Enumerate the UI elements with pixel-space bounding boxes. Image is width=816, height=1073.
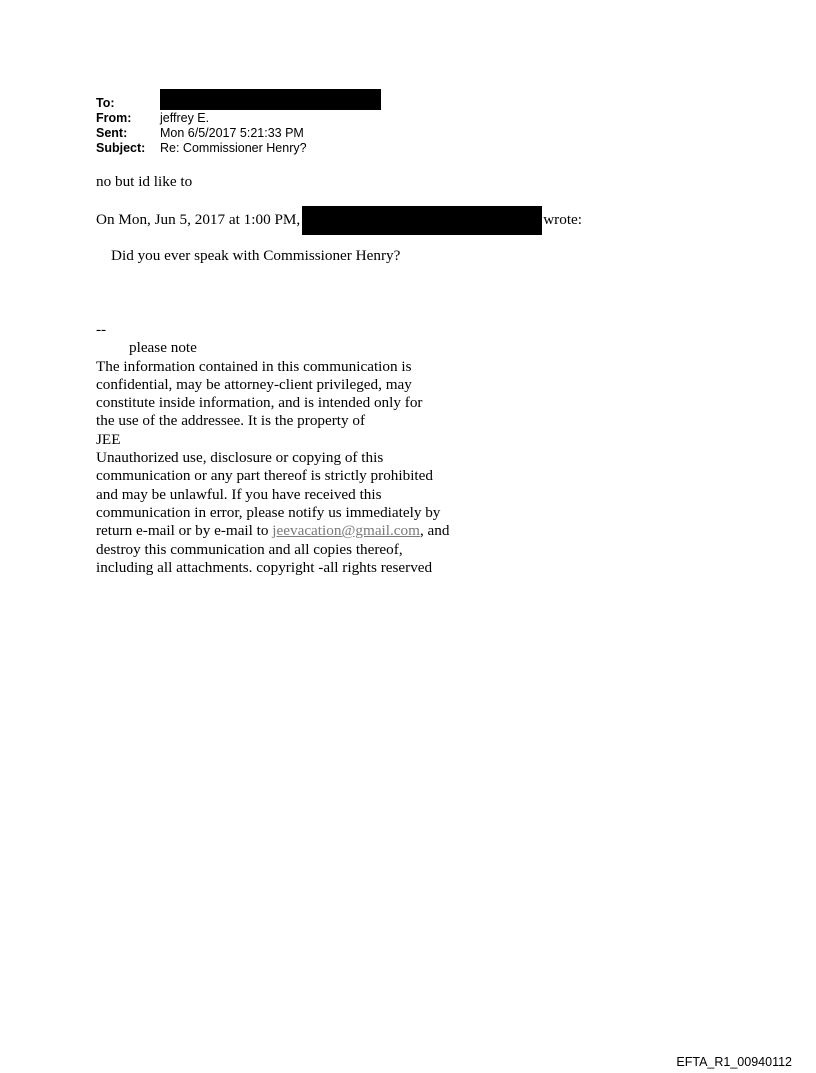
document-id: EFTA_R1_00940112 — [676, 1055, 792, 1069]
sent-row — [96, 126, 381, 141]
to-row — [96, 96, 381, 111]
disclaimer-line: The information contained in this communication is — [96, 357, 412, 375]
quote-intro-start: On Mon, Jun 5, 2017 at 1:00 PM, — [96, 211, 301, 229]
disclaimer-lines — [96, 358, 449, 523]
disclaimer-line: communication in error, please notify us immediately by — [96, 503, 441, 521]
reply-line: no but id like to — [96, 173, 193, 190]
quote-intro — [96, 206, 582, 235]
subject-value: Re: Commissioner Henry? — [160, 141, 307, 155]
disclaimer-email-line — [96, 522, 449, 540]
signature — [96, 321, 449, 577]
redaction-box — [160, 89, 381, 110]
to-label: To: — [96, 96, 115, 110]
disclaimer-line: Unauthorized use, disclosure or copying of this — [96, 449, 384, 467]
quoted-message-line: Did you ever speak with Commissioner Henry? — [111, 247, 401, 264]
subject-label: Subject: — [96, 141, 146, 155]
quote-intro-line — [96, 206, 582, 235]
disclaimer-line: constitute inside information, and is intended only for — [96, 394, 423, 412]
disclaimer-final-lines — [96, 541, 449, 578]
email-link[interactable]: jeevacation@gmail.com — [272, 522, 420, 540]
from-value: jeffrey E. — [160, 111, 210, 125]
email-header — [96, 96, 381, 156]
disclaimer-line: the use of the addressee. It is the property of — [96, 412, 366, 430]
quote-intro-end: wrote: — [543, 211, 583, 229]
sent-value: Mon 6/5/2017 5:21:33 PM — [160, 126, 304, 140]
from-label: From: — [96, 111, 132, 125]
quoted-message — [111, 247, 400, 265]
disclaimer-line: communication or any part thereof is strictly prohibited — [96, 467, 433, 485]
disclaimer-line: including all attachments. copyright -all rights reserved — [96, 558, 433, 576]
sent-label: Sent: — [96, 126, 128, 140]
disclaimer-line: JEE — [96, 430, 121, 448]
subject-row — [96, 141, 381, 156]
from-row — [96, 111, 381, 126]
redaction-box — [302, 206, 542, 235]
disclaimer-line: destroy this communication and all copies thereof, — [96, 540, 403, 558]
disclaimer-line: confidential, may be attorney-client privileged, may — [96, 375, 412, 393]
email-line-prefix: return e-mail or by e-mail to — [96, 522, 273, 540]
email-line-suffix: , and — [419, 522, 450, 540]
please-note: please note — [129, 339, 197, 357]
disclaimer-line: and may be unlawful. If you have received this — [96, 485, 382, 503]
reply-text — [96, 173, 192, 191]
signature-separator: -- — [96, 321, 107, 338]
